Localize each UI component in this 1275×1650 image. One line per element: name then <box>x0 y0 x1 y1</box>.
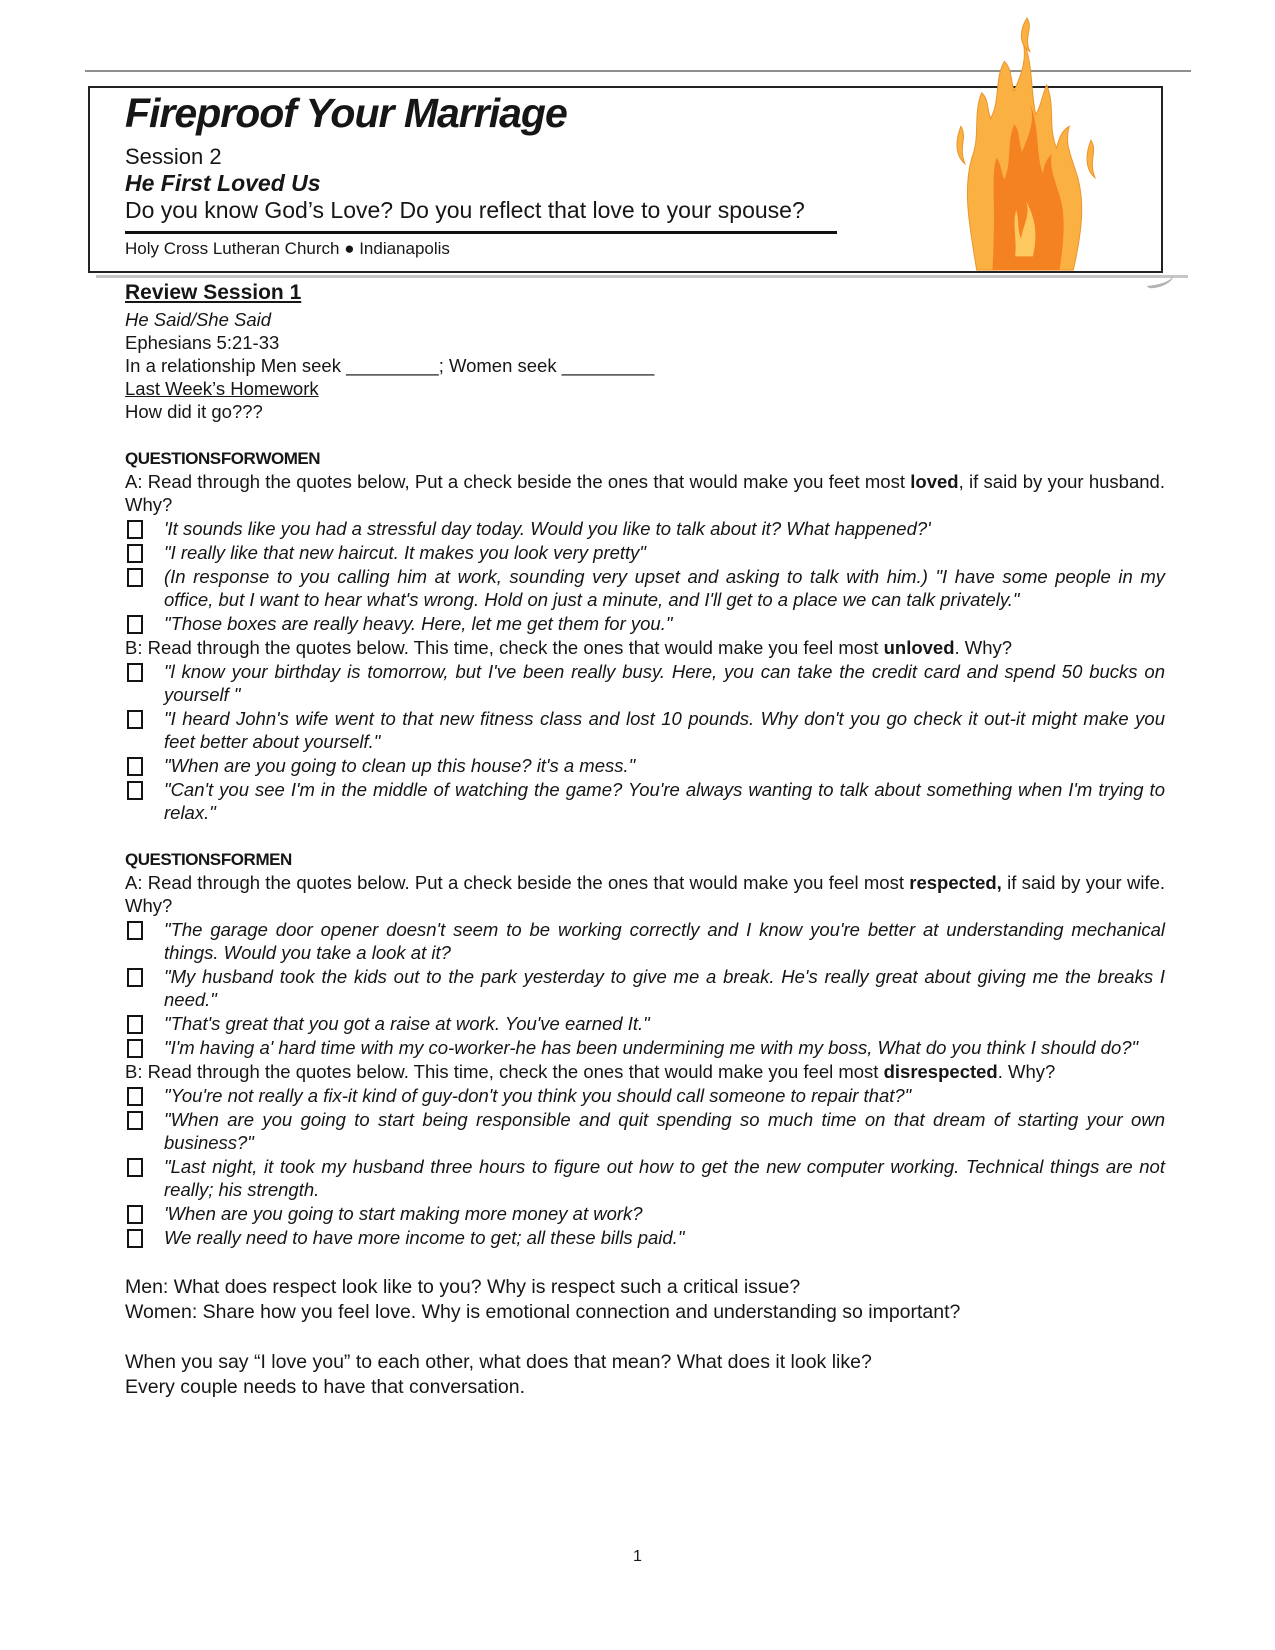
list-item <box>125 754 1165 777</box>
list-item <box>125 1226 1165 1249</box>
intro-bold-word: disrespected <box>883 1061 998 1082</box>
list-item <box>125 778 1165 824</box>
homework-question: How did it go??? <box>125 401 263 422</box>
review-scripture: Ephesians 5:21-33 <box>125 332 280 353</box>
quote-text: "When are you going to clean up this house? it's a mess." <box>164 755 636 776</box>
checkbox[interactable] <box>127 568 143 587</box>
tagline: Do you know God’s Love? Do you reflect that love to your spouse? <box>125 197 805 223</box>
checkbox[interactable] <box>127 757 143 776</box>
men-part-b-intro <box>125 1060 1165 1083</box>
quote-text: "I really like that new haircut. It makes you look very pretty" <box>164 542 646 563</box>
quote-text: "You're not really a fix-it kind of guy-don't you think you should call someone to repair that?" <box>164 1085 912 1106</box>
quote-text: We really need to have more income to get; all these bills paid." <box>164 1227 685 1248</box>
checkbox[interactable] <box>127 710 143 729</box>
review-heading: Review Session 1 <box>125 281 302 304</box>
quote-text: "When are you going to start being responsible and quit spending so much time on that dream of starting your own business?" <box>164 1109 1165 1153</box>
quote-text: "The garage door opener doesn't seem to be working correctly and I know you're better at understanding mechanical things. Would you take a look at it? <box>164 919 1165 963</box>
checkbox[interactable] <box>127 1111 143 1130</box>
section-heading-men: QUESTIONS FOR MEN <box>125 850 292 869</box>
checkbox[interactable] <box>127 663 143 682</box>
intro-text: A: Read through the quotes below. Put a check beside the ones that would make you feel most <box>125 872 910 893</box>
page-number: 1 <box>633 1548 642 1565</box>
checkbox[interactable] <box>127 1205 143 1224</box>
homework-heading: Last Week’s Homework <box>125 378 319 399</box>
checkbox[interactable] <box>127 1015 143 1034</box>
review-series-title: He Said/She Said <box>125 309 272 330</box>
quote-text: "Last night, it took my husband three hours to figure out how to get the new computer working. Technical things are not really; his strength. <box>164 1156 1165 1200</box>
list-item <box>125 1084 1165 1107</box>
women-part-a-items <box>125 517 1165 635</box>
document-body <box>125 281 1165 1400</box>
page-title: Fireproof Your Marriage <box>125 90 567 136</box>
checkbox[interactable] <box>127 1158 143 1177</box>
quote-text: "That's great that you got a raise at work. You've earned It." <box>164 1013 650 1034</box>
list-item <box>125 1012 1165 1035</box>
men-part-a-intro <box>125 871 1165 917</box>
women-part-b-items <box>125 660 1165 824</box>
closing-paragraph <box>125 1350 1165 1400</box>
discussion-men-prompt: Men: What does respect look like to you? Why is respect such a critical issue? <box>125 1276 801 1298</box>
intro-text: B: Read through the quotes below. This time, check the ones that would make you feel most <box>125 637 884 658</box>
quote-text: "Can't you see I'm in the middle of watching the game? You're always wanting to talk about something when I'm trying to relax." <box>164 779 1165 823</box>
closing-line-1: When you say “I love you” to each other, what does that mean? What does it look like? <box>125 1351 872 1373</box>
church-line: Holy Cross Lutheran Church ● Indianapolis <box>125 239 450 258</box>
intro-text: if said by your wife. Why? <box>125 872 1166 916</box>
quote-text: 'When are you going to start making more money at work? <box>164 1203 643 1224</box>
women-part-b-intro <box>125 636 1165 659</box>
list-item <box>125 565 1165 611</box>
intro-bold-word: respected, <box>909 872 1002 893</box>
checkbox[interactable] <box>127 1229 143 1248</box>
intro-bold-word: loved <box>910 471 959 492</box>
intro-text: , if said by your husband. Why? <box>125 471 1165 515</box>
list-item <box>125 918 1165 964</box>
quote-text: 'It sounds like you had a stressful day today. Would you like to talk about it? What happened?' <box>164 518 931 539</box>
list-item <box>125 707 1165 753</box>
quote-text: (In response to you calling him at work, sounding very upset and asking to talk with him.) "I have some people in my office, but I want to hear what's wrong. Hold on just a minute, and I'll get to a place we can talk privately." <box>164 566 1165 610</box>
checkbox[interactable] <box>127 544 143 563</box>
men-part-a-items <box>125 918 1165 1059</box>
list-item <box>125 517 1165 540</box>
quote-text: "l know your birthday is tomorrow, but I've been really busy. Here, you can take the credit card and spend 50 bucks on yourself " <box>164 661 1165 705</box>
quote-text: "Those boxes are really heavy. Here, let me get them for you." <box>164 613 673 634</box>
intro-bold-word: unloved <box>883 637 955 658</box>
intro-text: B: Read through the quotes below. This time, check the ones that would make you feel most <box>125 1061 884 1082</box>
discussion-women-prompt: Women: Share how you feel love. Why is emotional connection and understanding so important? <box>125 1301 961 1323</box>
quote-text: "I heard John's wife went to that new fitness class and lost 10 pounds. Why don't you go check it out-it might make you feet better about yourself." <box>164 708 1165 752</box>
intro-text: . Why? <box>997 1061 1056 1082</box>
fill-in-line: In a relationship Men seek _________; Women seek _________ <box>125 355 655 376</box>
list-item <box>125 612 1165 635</box>
quote-text: "My husband took the kids out to the park yesterday to give me a break. He's really great about giving me the breaks I need." <box>164 966 1165 1010</box>
checkbox[interactable] <box>127 520 143 539</box>
checkbox[interactable] <box>127 781 143 800</box>
session-subtitle: He First Loved Us <box>125 170 321 196</box>
closing-line-2: Every couple needs to have that conversation. <box>125 1376 525 1398</box>
checkbox[interactable] <box>127 968 143 987</box>
checkbox[interactable] <box>127 615 143 634</box>
section-heading-women: QUESTIONS FOR WOMEN <box>125 449 320 468</box>
women-part-a-intro <box>125 470 1165 516</box>
checkbox[interactable] <box>127 1087 143 1106</box>
list-item <box>125 1202 1165 1225</box>
list-item <box>125 1155 1165 1201</box>
discussion-prompts <box>125 1275 1165 1325</box>
quote-text: "I'm having a' hard time with my co-worker-he has been undermining me with my boss, What do you think I should do?" <box>164 1037 1139 1058</box>
intro-text: A: Read through the quotes below, Put a check beside the ones that would make you feet most <box>125 471 911 492</box>
list-item <box>125 660 1165 706</box>
session-label: Session 2 <box>125 144 222 169</box>
men-part-b-items <box>125 1084 1165 1249</box>
header-rule <box>125 231 837 234</box>
list-item <box>125 541 1165 564</box>
checkbox[interactable] <box>127 921 143 940</box>
list-item <box>125 965 1165 1011</box>
list-item <box>125 1108 1165 1154</box>
intro-text: . Why? <box>954 637 1013 658</box>
list-item <box>125 1036 1165 1059</box>
flame-icon <box>938 16 1110 282</box>
checkbox[interactable] <box>127 1039 143 1058</box>
